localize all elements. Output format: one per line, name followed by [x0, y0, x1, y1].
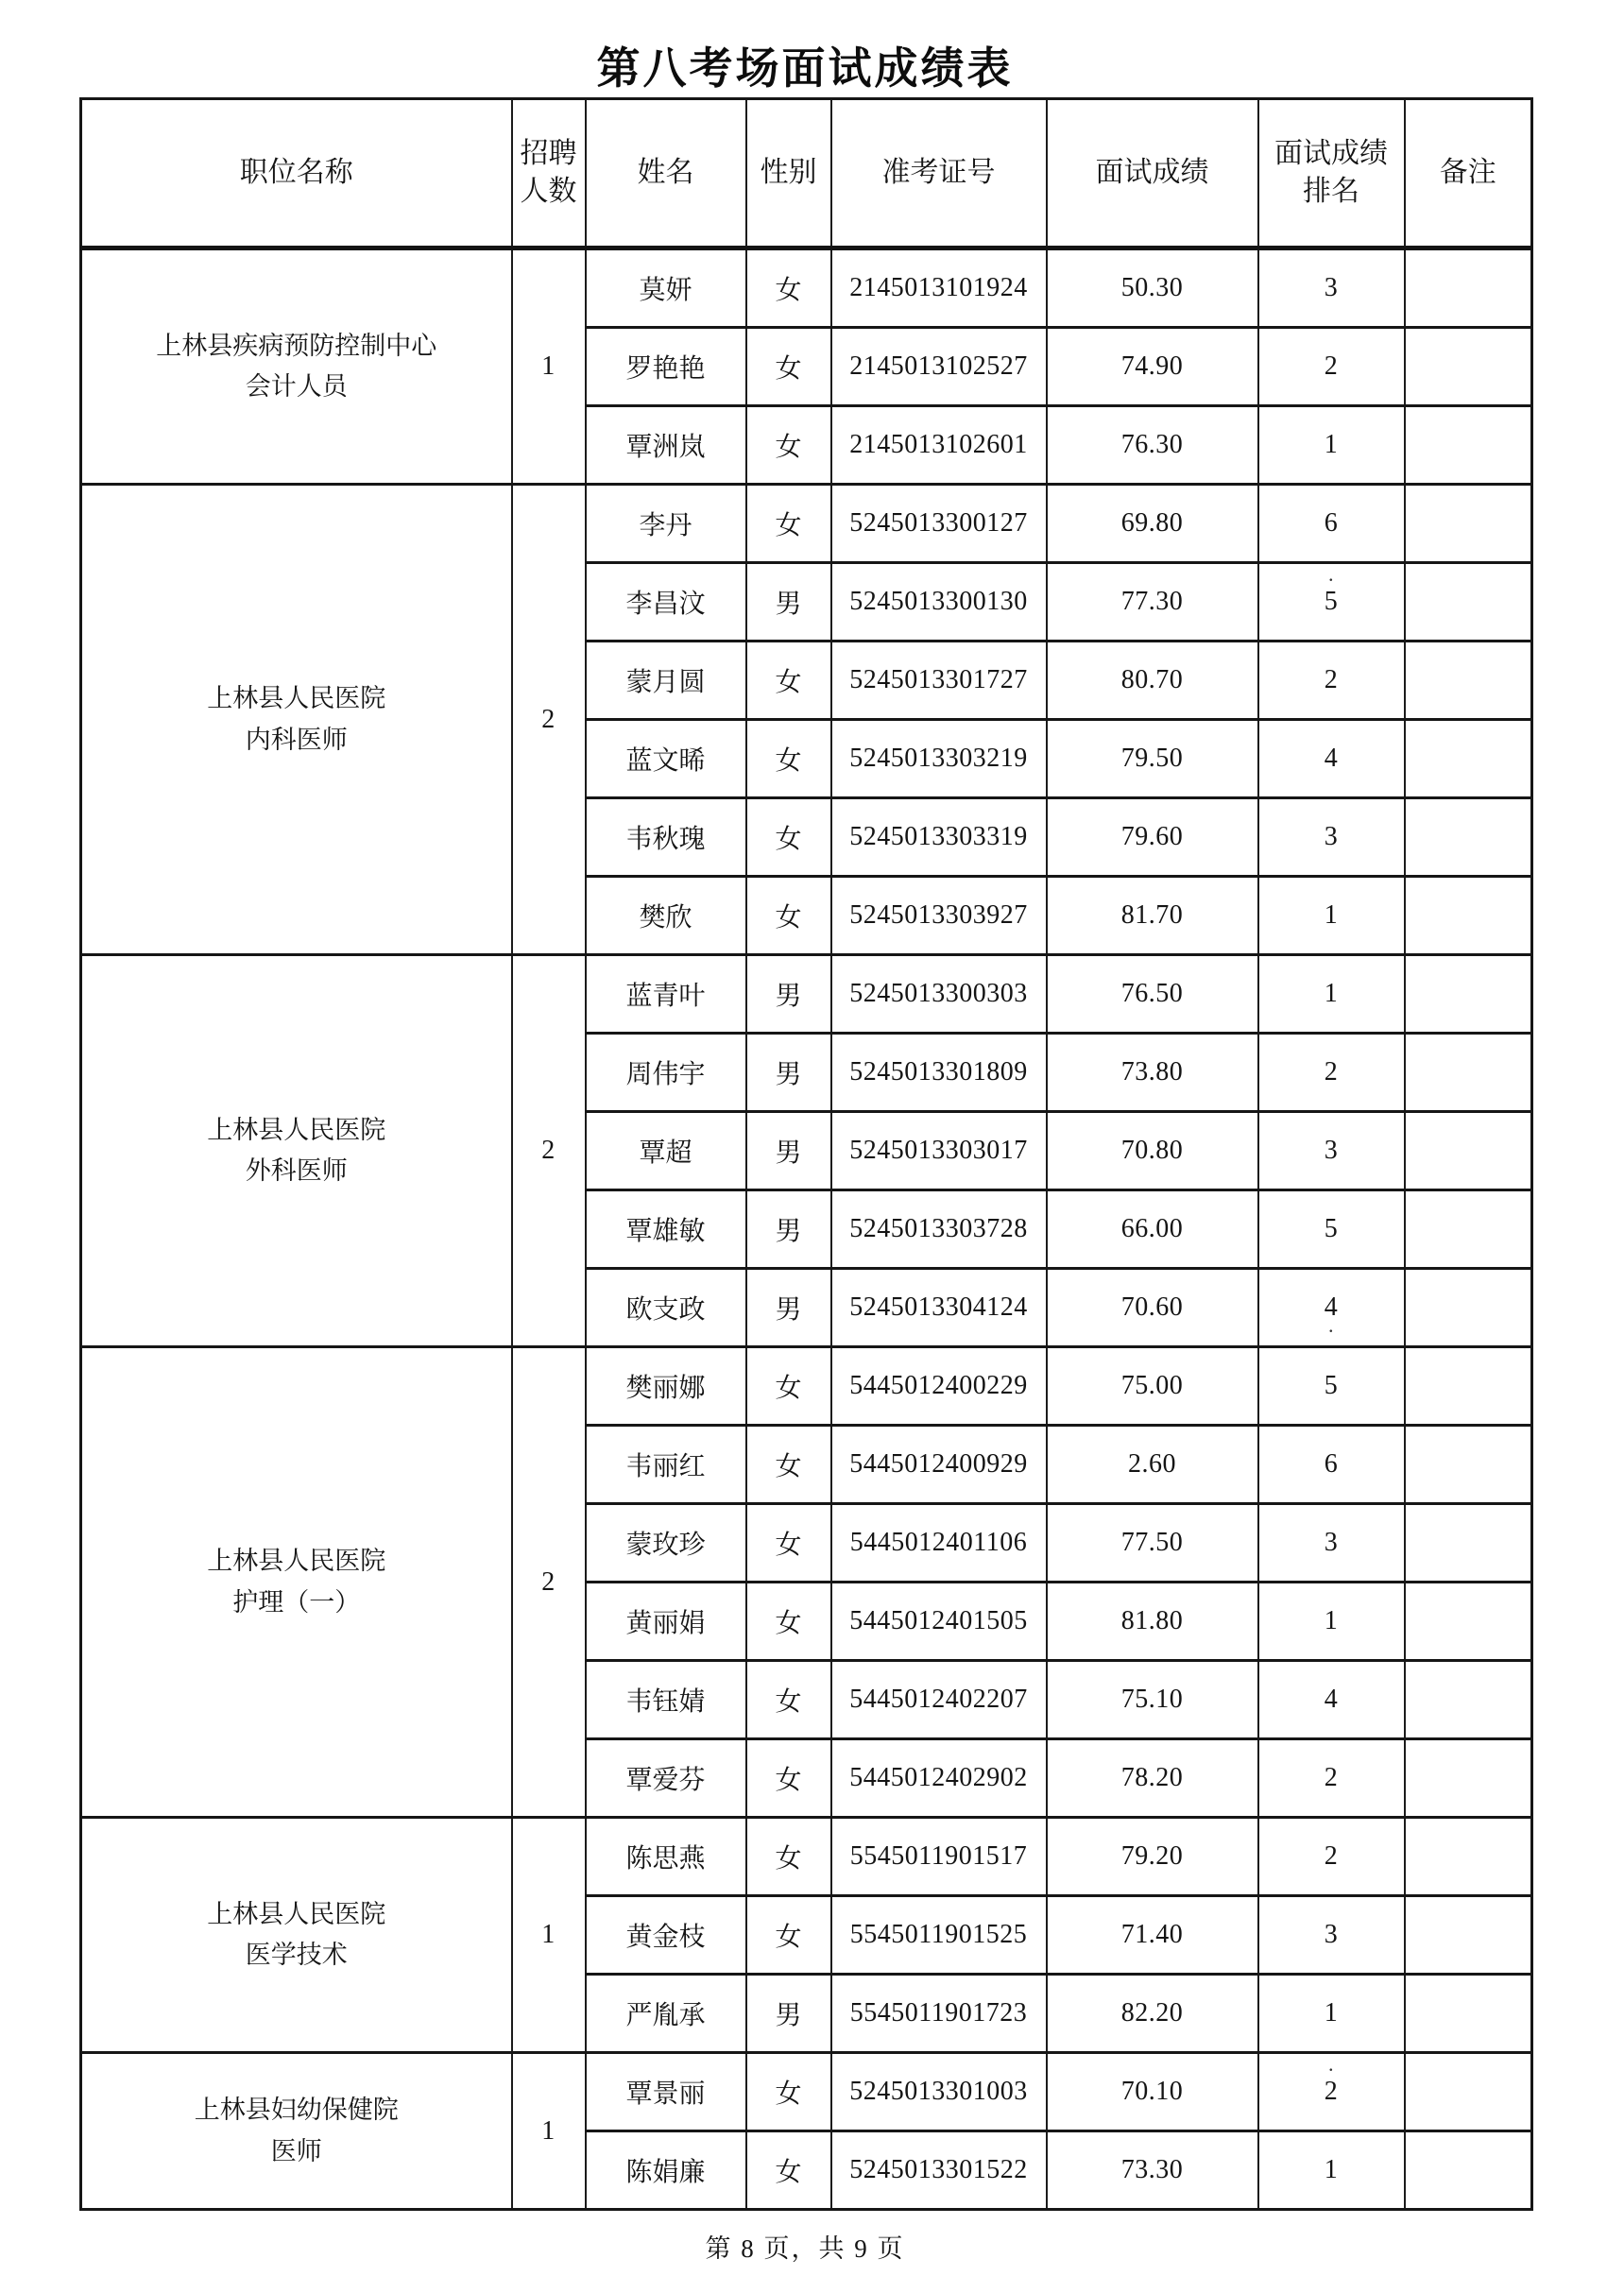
score-cell: 81.80 [1047, 1583, 1258, 1661]
score-cell: 71.40 [1047, 1896, 1258, 1975]
gender-cell: 女 [746, 1896, 831, 1975]
remark-cell [1405, 563, 1532, 642]
score-cell: 70.80 [1047, 1112, 1258, 1190]
rank-cell: 2 [1258, 1739, 1405, 1818]
header-gender: 性别 [746, 99, 831, 248]
exam-id-cell: 5445012400229 [831, 1347, 1047, 1426]
rank-cell: 1 [1258, 1583, 1405, 1661]
remark-cell [1405, 877, 1532, 955]
gender-cell: 女 [746, 406, 831, 485]
candidate-name-cell: 李丹 [586, 485, 746, 563]
gender-cell: 男 [746, 1112, 831, 1190]
position-line: 上林县疾病预防控制中心 [156, 331, 437, 360]
candidate-name-cell: 黄丽娟 [586, 1583, 746, 1661]
remark-cell [1405, 1661, 1532, 1739]
remark-cell [1405, 1190, 1532, 1269]
table-row [81, 2053, 1532, 2131]
rank-cell: 3 [1258, 1504, 1405, 1583]
remark-cell [1405, 955, 1532, 1034]
gender-cell: 男 [746, 1034, 831, 1112]
gender-cell: 女 [746, 328, 831, 406]
candidate-name-cell: 蒙月圆 [586, 642, 746, 720]
gender-cell: 女 [746, 1583, 831, 1661]
recruit-count-cell: 1 [512, 248, 586, 485]
remark-cell [1405, 485, 1532, 563]
candidate-name-cell: 樊欣 [586, 877, 746, 955]
rank-cell: 1 [1258, 406, 1405, 485]
score-cell: 78.20 [1047, 1739, 1258, 1818]
score-cell: 79.20 [1047, 1818, 1258, 1896]
position-cell [81, 248, 512, 485]
candidate-name-cell: 覃景丽 [586, 2053, 746, 2131]
exam-id-cell: 5545011901517 [831, 1818, 1047, 1896]
candidate-name-cell: 严胤承 [586, 1975, 746, 2053]
exam-id-cell: 2145013101924 [831, 248, 1047, 328]
rank-cell: 3 [1258, 248, 1405, 328]
recruit-count-cell: 2 [512, 1347, 586, 1818]
candidate-name-cell: 陈思燕 [586, 1818, 746, 1896]
rank-cell: 1 [1258, 955, 1405, 1034]
remark-cell [1405, 1034, 1532, 1112]
candidate-name-cell: 蓝青叶 [586, 955, 746, 1034]
score-cell: 77.50 [1047, 1504, 1258, 1583]
exam-id-cell: 5245013303319 [831, 798, 1047, 877]
score-cell: 76.30 [1047, 406, 1258, 485]
recruit-count-cell: 2 [512, 955, 586, 1347]
gender-cell: 女 [746, 877, 831, 955]
candidate-name-cell: 覃洲岚 [586, 406, 746, 485]
rank-cell: 2 [1258, 642, 1405, 720]
rank-cell: 5 [1258, 1347, 1405, 1426]
gender-cell: 男 [746, 1269, 831, 1347]
exam-id-cell: 5445012400929 [831, 1426, 1047, 1504]
rank-cell: 5 · [1258, 563, 1405, 642]
gender-cell: 女 [746, 2053, 831, 2131]
remark-cell [1405, 720, 1532, 798]
position-cell [81, 1347, 512, 1818]
gender-cell: 女 [746, 798, 831, 877]
score-cell: 70.10 [1047, 2053, 1258, 2131]
score-cell: 73.80 [1047, 1034, 1258, 1112]
score-cell: 79.60 [1047, 798, 1258, 877]
position-line: 医学技术 [245, 1941, 348, 1969]
remark-cell [1405, 1818, 1532, 1896]
score-cell: 50.30 [1047, 248, 1258, 328]
exam-id-cell: 5245013301809 [831, 1034, 1047, 1112]
header-row [81, 99, 1532, 248]
recruit-count-cell: 1 [512, 2053, 586, 2210]
position-line: 内科医师 [245, 725, 348, 754]
gender-cell: 女 [746, 2131, 831, 2210]
gender-cell: 女 [746, 248, 831, 328]
rank-cell: 2 [1258, 1818, 1405, 1896]
exam-id-cell: 5245013303017 [831, 1112, 1047, 1190]
gender-cell: 女 [746, 1739, 831, 1818]
score-cell: 79.50 [1047, 720, 1258, 798]
position-cell [81, 485, 512, 955]
rank-cell: 1 [1258, 2131, 1405, 2210]
header-interview-score: 面试成绩 [1047, 99, 1258, 248]
rank-cell: 4 [1258, 1661, 1405, 1739]
header-recruit-count: 招聘人数 [512, 99, 586, 248]
table-row [81, 1347, 1532, 1426]
gender-cell: 女 [746, 485, 831, 563]
exam-id-cell: 5245013301522 [831, 2131, 1047, 2210]
rank-cell: 1 [1258, 1975, 1405, 2053]
candidate-name-cell: 樊丽娜 [586, 1347, 746, 1426]
gender-cell: 女 [746, 1504, 831, 1583]
remark-cell [1405, 1112, 1532, 1190]
gender-cell: 女 [746, 720, 831, 798]
exam-id-cell: 2145013102601 [831, 406, 1047, 485]
page-number: 第 8 页，共 9 页 [705, 2234, 905, 2263]
score-cell: 82.20 [1047, 1975, 1258, 2053]
score-cell: 76.50 [1047, 955, 1258, 1034]
gender-cell: 男 [746, 955, 831, 1034]
exam-id-cell: 5545011901723 [831, 1975, 1047, 2053]
position-line: 上林县人民医院 [207, 1899, 386, 1928]
exam-id-cell: 5245013304124 [831, 1269, 1047, 1347]
position-line: 会计人员 [245, 372, 348, 401]
rank-cell: 5 [1258, 1190, 1405, 1269]
candidate-name-cell: 陈娟廉 [586, 2131, 746, 2210]
score-cell: 69.80 [1047, 485, 1258, 563]
position-line: 上林县妇幼保健院 [194, 2096, 399, 2125]
candidate-name-cell: 韦丽红 [586, 1426, 746, 1504]
position-line: 上林县人民医院 [207, 1115, 386, 1144]
header-candidate-name: 姓名 [586, 99, 746, 248]
remark-cell [1405, 406, 1532, 485]
exam-id-cell: 5545011901525 [831, 1896, 1047, 1975]
position-line: 上林县人民医院 [207, 1547, 386, 1576]
position-line: 外科医师 [245, 1156, 348, 1185]
table-row [81, 248, 1532, 328]
remark-cell [1405, 1504, 1532, 1583]
remark-cell [1405, 1896, 1532, 1975]
remark-cell [1405, 1426, 1532, 1504]
gender-cell: 女 [746, 1818, 831, 1896]
candidate-name-cell: 韦钰婧 [586, 1661, 746, 1739]
score-cell: 80.70 [1047, 642, 1258, 720]
score-table-header [81, 99, 1532, 248]
remark-cell [1405, 798, 1532, 877]
candidate-name-cell: 李昌汶 [586, 563, 746, 642]
remark-cell [1405, 248, 1532, 328]
score-cell: 74.90 [1047, 328, 1258, 406]
gender-cell: 女 [746, 642, 831, 720]
remark-cell [1405, 1583, 1532, 1661]
remark-cell [1405, 642, 1532, 720]
gender-cell: 男 [746, 1190, 831, 1269]
gender-cell: 男 [746, 1975, 831, 2053]
rank-cell: 3 [1258, 1896, 1405, 1975]
rank-cell: 2 [1258, 328, 1405, 406]
recruit-count-cell: 2 [512, 485, 586, 955]
score-cell: 73.30 [1047, 2131, 1258, 2210]
remark-cell [1405, 1975, 1532, 2053]
exam-id-cell: 5445012401505 [831, 1583, 1047, 1661]
rank-cell: 3 [1258, 1112, 1405, 1190]
candidate-name-cell: 覃雄敏 [586, 1190, 746, 1269]
candidate-name-cell: 韦秋瑰 [586, 798, 746, 877]
candidate-name-cell: 蒙玫珍 [586, 1504, 746, 1583]
header-exam-id: 准考证号 [831, 99, 1047, 248]
score-cell: 77.30 [1047, 563, 1258, 642]
score-cell: 81.70 [1047, 877, 1258, 955]
position-cell [81, 955, 512, 1347]
score-cell: 2.60 [1047, 1426, 1258, 1504]
exam-id-cell: 5245013300303 [831, 955, 1047, 1034]
table-row [81, 485, 1532, 563]
position-line: 医师 [270, 2136, 322, 2165]
exam-id-cell: 5245013300127 [831, 485, 1047, 563]
score-table [79, 97, 1533, 2211]
candidate-name-cell: 覃超 [586, 1112, 746, 1190]
remark-cell [1405, 328, 1532, 406]
remark-cell [1405, 1347, 1532, 1426]
exam-id-cell: 5445012401106 [831, 1504, 1047, 1583]
gender-cell: 男 [746, 563, 831, 642]
position-cell [81, 2053, 512, 2210]
candidate-name-cell: 蓝文晞 [586, 720, 746, 798]
candidate-name-cell: 罗艳艳 [586, 328, 746, 406]
candidate-name-cell: 莫妍 [586, 248, 746, 328]
remark-cell [1405, 2053, 1532, 2131]
table-row [81, 955, 1532, 1034]
exam-id-cell: 5245013300130 [831, 563, 1047, 642]
remark-cell [1405, 2131, 1532, 2210]
rank-cell: 4 [1258, 720, 1405, 798]
score-cell: 66.00 [1047, 1190, 1258, 1269]
table-row [81, 1818, 1532, 1896]
position-cell [81, 1818, 512, 2053]
exam-id-cell: 5445012402207 [831, 1661, 1047, 1739]
header-score-rank: 面试成绩排名 [1258, 99, 1405, 248]
exam-id-cell: 2145013102527 [831, 328, 1047, 406]
exam-id-cell: 5245013303927 [831, 877, 1047, 955]
exam-id-cell: 5445012402902 [831, 1739, 1047, 1818]
rank-cell: 1 [1258, 877, 1405, 955]
candidate-name-cell: 黄金枝 [586, 1896, 746, 1975]
rank-cell: 6 [1258, 1426, 1405, 1504]
score-cell: 75.00 [1047, 1347, 1258, 1426]
score-table-body [81, 248, 1532, 2210]
header-remark: 备注 [1405, 99, 1532, 248]
exam-id-cell: 5245013303728 [831, 1190, 1047, 1269]
header-position-name: 职位名称 [81, 99, 512, 248]
rank-cell: 4 · [1258, 1269, 1405, 1347]
rank-cell: 2 · [1258, 2053, 1405, 2131]
position-line: 护理（一） [232, 1587, 361, 1617]
candidate-name-cell: 欧支政 [586, 1269, 746, 1347]
gender-cell: 女 [746, 1661, 831, 1739]
exam-id-cell: 5245013303219 [831, 720, 1047, 798]
recruit-count-cell: 1 [512, 1818, 586, 2053]
position-line: 上林县人民医院 [207, 684, 386, 713]
score-cell: 70.60 [1047, 1269, 1258, 1347]
candidate-name-cell: 周伟宇 [586, 1034, 746, 1112]
exam-id-cell: 5245013301727 [831, 642, 1047, 720]
page-title: 第八考场面试成绩表 [596, 44, 1014, 93]
rank-cell: 3 [1258, 798, 1405, 877]
candidate-name-cell: 覃爱芬 [586, 1739, 746, 1818]
exam-id-cell: 5245013301003 [831, 2053, 1047, 2131]
rank-cell: 2 [1258, 1034, 1405, 1112]
score-cell: 75.10 [1047, 1661, 1258, 1739]
remark-cell [1405, 1739, 1532, 1818]
remark-cell [1405, 1269, 1532, 1347]
gender-cell: 女 [746, 1347, 831, 1426]
rank-cell: 6 [1258, 485, 1405, 563]
gender-cell: 女 [746, 1426, 831, 1504]
